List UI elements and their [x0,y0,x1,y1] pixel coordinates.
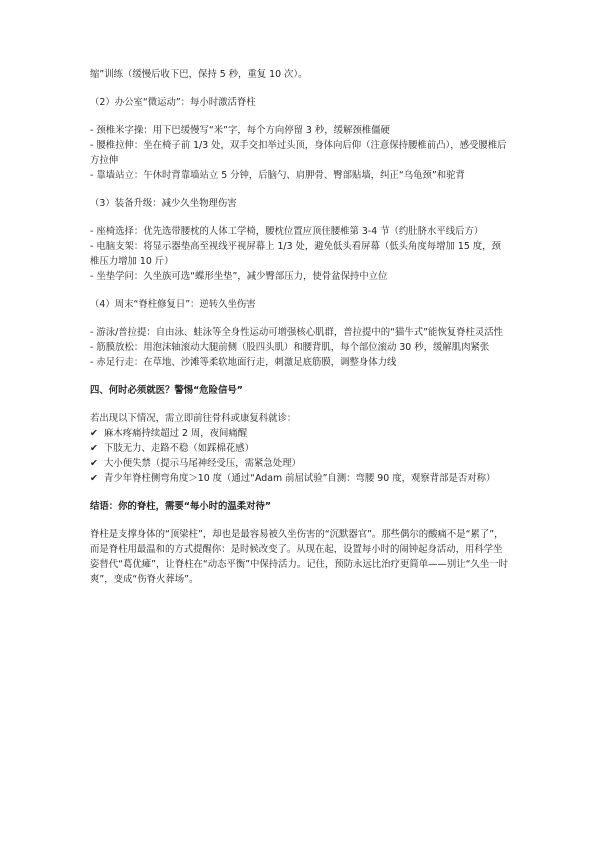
document-body [90,67,510,587]
section4-item-3: - 赤足行走：在草地、沙滩等柔软地面行走，刺激足底筋膜，调整身体力线 [90,357,397,368]
check-icon: ✔ [90,443,98,454]
danger-sign-item [90,426,510,441]
section3-item-2: - 电脑支架：将显示器垫高至视线平视屏幕上 1/3 处，避免低头看屏幕（低头角度每增加 15 度，颈椎压力增加 10 斤） [90,241,501,267]
danger-sign-text: 麻木疼痛持续超过 2 周，夜间痛醒 [104,428,248,439]
conclusion-heading: 结语：你的脊柱，需要“每小时的温柔对待” [90,501,272,512]
check-icon: ✔ [90,473,98,484]
danger-sign-text: 青少年脊柱侧弯角度＞10 度（通过“Adam 前屈试验”自测：弯腰 90 度，观察背部是否对称） [104,473,496,484]
section3-item-3: - 坐垫学问：久坐族可选“蝶形坐垫”，减少臀部压力，使骨盆保持中立位 [90,271,388,282]
section3-item-1: - 座椅选择：优先选带腰枕的人体工学椅，腰枕位置应顶住腰椎第 3-4 节（约肚脐水平线后方） [90,226,484,237]
danger-sign-text: 下肢无力、走路不稳（如踩棉花感） [104,443,255,454]
section4-item-1: - 游泳/普拉提：自由泳、蛙泳等全身性运动可增强核心肌群，普拉提中的“猫牛式”能恢复脊柱灵活性 [90,327,503,338]
section2-item-1: - 颈椎米字操：用下巴缓慢写“米”字，每个方向停留 3 秒，缓解颈椎僵硬 [90,125,390,136]
danger-sign-item [90,441,510,456]
danger-sign-item [90,456,510,471]
intro-line: 缩”训练（缓慢后收下巴，保持 5 秒，重复 10 次）。 [90,69,308,80]
conclusion-body: 脊柱是支撑身体的“顶梁柱”，却也是最容易被久坐伤害的“沉默器官”。那些偶尔的酸痛不是“累了”，而是脊柱用最温和的方式提醒你：是时候改变了。从现在起，设置每小时的闹钟起身活动，用科学坐姿替代“葛优瘫”，让脊柱在“动态平衡”中保持活力。记住，预防永远比治疗更简单——别让“久坐一时爽”，变成“伤脊火葬场”。 [90,529,509,585]
check-icon: ✔ [90,428,98,439]
section4-title: （4）周末“脊柱修复日”：逆转久坐伤害 [90,299,256,310]
section2-item-3: - 靠墙站立：午休时背靠墙站立 5 分钟，后脑勺、肩胛骨、臀部贴墙，纠正“乌龟颈”和驼背 [90,170,465,181]
section3-title: （3）装备升级：减少久坐物理伤害 [90,198,237,209]
part4-heading: 四、何时必须就医？警惕“危险信号” [90,385,243,396]
danger-sign-text: 大小便失禁（提示马尾神经受压，需紧急处理） [104,458,301,469]
part4-lead: 若出现以下情况，需立即前往骨科或康复科就诊： [90,413,297,424]
danger-sign-item [90,471,510,486]
section4-item-2: - 筋膜放松：用泡沫轴滚动大腿前侧（股四头肌）和腰背肌，每个部位滚动 30 秒，缓解肌肉紧张 [90,342,490,353]
section2-title: （2）办公室“微运动”：每小时激活脊柱 [90,97,256,108]
section2-item-2: - 腰椎拉伸：坐在椅子前 1/3 处，双手交扣举过头顶，身体向后仰（注意保持腰椎前凸），感受腰椎后方拉伸 [90,140,507,166]
check-icon: ✔ [90,458,98,469]
